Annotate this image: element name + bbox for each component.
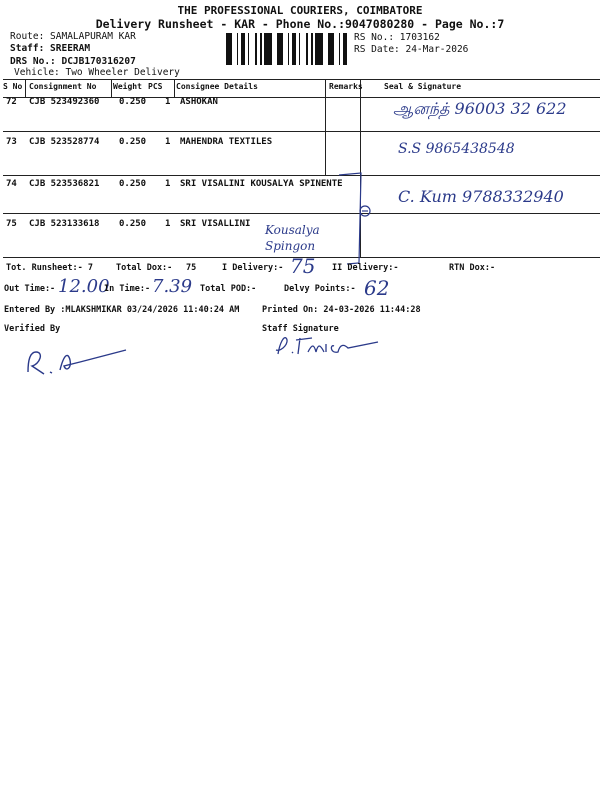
row-pcs: 1 bbox=[165, 97, 171, 107]
row-sno: 74 bbox=[6, 179, 17, 189]
row-weight: 0.250 bbox=[119, 219, 147, 229]
verifier-signature bbox=[20, 342, 140, 382]
barcode-bar bbox=[229, 33, 232, 65]
route-label: Route: SAMALAPURAM KAR bbox=[10, 31, 136, 42]
out-time-value: 12.00 bbox=[58, 276, 110, 297]
runsheet-table bbox=[3, 79, 600, 257]
barcode-bar bbox=[237, 33, 238, 65]
total-dox-label: Total Dox:- bbox=[116, 263, 173, 273]
entered-by: Entered By :MLAKSHMIKAR 03/24/2026 11:40:24 AM bbox=[4, 305, 240, 315]
barcode-bar bbox=[277, 33, 280, 65]
col-header-remarks: Remarks bbox=[329, 82, 363, 91]
barcode-bar bbox=[244, 33, 245, 65]
row-consignee: ASHOKAN bbox=[180, 97, 218, 107]
row-sno: 72 bbox=[6, 97, 17, 107]
row-sno: 73 bbox=[6, 137, 17, 147]
barcode-bar bbox=[299, 33, 300, 65]
barcode bbox=[226, 33, 350, 65]
barcode-bar bbox=[328, 33, 331, 65]
col-header-consignee: Consignee Details bbox=[176, 82, 258, 91]
handwritten-signature: S.S 9865438548 bbox=[398, 141, 515, 157]
row-pcs: 1 bbox=[165, 179, 171, 189]
row-pcs: 1 bbox=[165, 219, 171, 229]
handwritten-signature: ஆனந்த் 96003 32 622 bbox=[393, 99, 567, 118]
barcode-bar bbox=[241, 33, 244, 65]
row-sno: 75 bbox=[6, 219, 17, 229]
row-weight: 0.250 bbox=[119, 97, 147, 107]
out-time-label: Out Time:- bbox=[4, 284, 56, 294]
ii-delivery-label: II Delivery:- bbox=[332, 263, 399, 273]
rtn-dox-label: RTN Dox:- bbox=[449, 263, 496, 273]
barcode-bar bbox=[226, 33, 229, 65]
row-consignee: MAHENDRA TEXTILES bbox=[180, 137, 273, 147]
row-consignment: CJB 523528774 bbox=[29, 137, 100, 147]
row-consignment: CJB 523492360 bbox=[29, 97, 100, 107]
total-dox-value: 75 bbox=[186, 263, 197, 273]
rs-number: RS No.: 1703162 bbox=[354, 32, 440, 43]
handwritten-signature: C. Kum 9788332940 bbox=[398, 187, 564, 206]
drs-number: DRS No.: DCJB170316207 bbox=[10, 56, 136, 67]
handwritten-remark: Kousalya Spingon bbox=[265, 223, 320, 253]
col-header-weight: Weight bbox=[113, 82, 142, 91]
row-pcs: 1 bbox=[165, 137, 171, 147]
total-pod-label: Total POD:- bbox=[200, 284, 257, 294]
staff-label: Staff: SREERAM bbox=[10, 43, 91, 54]
tot-runsheet: Tot. Runsheet:- 7 bbox=[6, 263, 93, 273]
barcode-bar bbox=[306, 33, 308, 65]
i-delivery-value: 75 bbox=[290, 254, 316, 278]
vehicle-label: Vehicle: Two Wheeler Delivery bbox=[14, 67, 180, 78]
staff-signature bbox=[268, 330, 388, 360]
barcode-bar bbox=[311, 33, 313, 65]
barcode-bar bbox=[295, 33, 296, 65]
barcode-bar bbox=[260, 33, 262, 65]
col-header-sno: S No bbox=[3, 82, 23, 91]
in-time-value: 7.39 bbox=[152, 276, 193, 297]
barcode-bar bbox=[346, 33, 347, 65]
barcode-bar bbox=[292, 33, 295, 65]
runsheet-title: Delivery Runsheet - KAR - Phone No.:9047080280 - Page No.:7 bbox=[95, 17, 505, 31]
row-consignment: CJB 523133618 bbox=[29, 219, 100, 229]
barcode-bar bbox=[248, 33, 249, 65]
barcode-bar bbox=[267, 33, 269, 65]
i-delivery-label: I Delivery:- bbox=[222, 263, 284, 273]
barcode-bar bbox=[288, 33, 289, 65]
col-header-pcs: PCS bbox=[148, 82, 163, 91]
delvy-points-label: Delvy Points:- bbox=[284, 284, 356, 294]
verified-by-label: Verified By bbox=[4, 324, 61, 334]
barcode-bar bbox=[280, 33, 283, 65]
barcode-bar bbox=[343, 33, 346, 65]
col-header-seal: Seal & Signature bbox=[384, 82, 462, 91]
row-consignee: SRI VISALINI KOUSALYA SPINENTE bbox=[180, 179, 343, 189]
barcode-bar bbox=[264, 33, 267, 65]
in-time-label: In Time:- bbox=[104, 284, 151, 294]
col-header-consignment: Consignment No bbox=[29, 82, 97, 91]
barcode-bar bbox=[331, 33, 334, 65]
barcode-bar bbox=[269, 33, 272, 65]
barcode-bar bbox=[315, 33, 318, 65]
barcode-bar bbox=[318, 33, 320, 65]
row-weight: 0.250 bbox=[119, 179, 147, 189]
row-consignee: SRI VISALLINI bbox=[180, 219, 251, 229]
staff-signature-label: Staff Signature bbox=[262, 324, 339, 334]
barcode-bar bbox=[339, 33, 340, 65]
company-name: THE PROFESSIONAL COURIERS, COIMBATORE bbox=[177, 4, 423, 17]
row-weight: 0.250 bbox=[119, 137, 147, 147]
printed-on: Printed On: 24-03-2026 11:44:28 bbox=[262, 305, 421, 315]
rs-date: RS Date: 24-Mar-2026 bbox=[354, 44, 469, 55]
row-consignment: CJB 523536821 bbox=[29, 179, 100, 189]
barcode-bar bbox=[320, 33, 323, 65]
delvy-points-value: 62 bbox=[364, 276, 390, 300]
barcode-bar bbox=[255, 33, 257, 65]
